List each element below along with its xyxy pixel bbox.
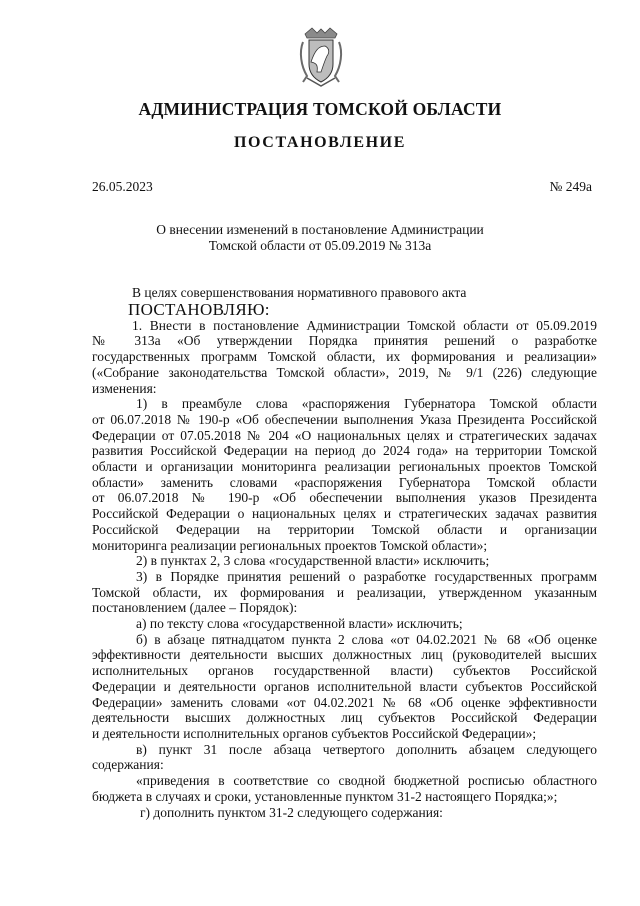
body-line: В целях совершенствования нормативного правового акта xyxy=(132,285,467,300)
body-line: области и организации мониторинга реализации региональных проектов Томской xyxy=(92,459,597,475)
document-date: 26.05.2023 xyxy=(92,179,153,194)
body-line: от 06.07.2018 № 190-р «Об обеспечении выполнения Указа Президента Российской xyxy=(92,411,597,427)
body-line: Российской Федерации о национальных целях и стратегических задачах развития xyxy=(92,506,597,522)
body-line: государственных программ Томской области, их формирования и реализации» xyxy=(92,349,597,365)
body-line: мониторинга реализации региональных проектов Томской области»; xyxy=(92,537,488,553)
body-line: Томской области, их формирования и реализации, утвержденном указанным xyxy=(92,584,597,600)
body-line: Федерации от 07.05.2018 № 204 «О национальных целях и стратегических задачах xyxy=(92,427,597,443)
organization-title: АДМИНИСТРАЦИЯ ТОМСКОЙ ОБЛАСТИ xyxy=(138,99,502,119)
resolution-word: ПОСТАНОВЛЯЮ: xyxy=(128,299,270,319)
body-line: г) дополнить пунктом 31-2 следующего содержания: xyxy=(140,804,443,820)
body-line: Федерации и деятельности органов исполнительной власти субъектов Российской xyxy=(92,678,597,694)
body-line: деятельности высших должностных лиц субъектов Российской Федерации xyxy=(92,710,597,726)
body-line: и деятельности исполнительных органов субъектов Российской Федерации»; xyxy=(92,725,537,741)
body-line: «приведения в соответствие со сводной бюджетной росписью областного xyxy=(136,773,597,789)
body-line: 3) в Порядке принятия решений о разработке государственных программ xyxy=(136,568,597,584)
body-line: эффективности деятельности высших должностных лиц (руководителей высших xyxy=(92,647,597,663)
body-line: 1. Внести в постановление Администрации Томской области от 05.09.2019 xyxy=(132,317,597,333)
body-line: изменения: xyxy=(92,380,157,396)
subject-line: О внесении изменений в постановление Администрации xyxy=(156,222,484,237)
body-line: 2) в пунктах 2, 3 слова «государственной власти» исключить; xyxy=(136,553,490,569)
body-line: бюджета в случаях и сроки, установленные пунктом 31-2 настоящего Порядка;»; xyxy=(92,788,558,804)
body-line: б) в абзаце пятнадцатом пункта 2 слова «от 04.02.2021 № 68 «Об оценке xyxy=(136,631,597,647)
body-line: в) пункт 31 после абзаца четвертого дополнить абзацем следующего xyxy=(136,741,597,757)
body-line: от 06.07.2018 № 190-р «Об обеспечении выполнения указов Президента xyxy=(92,490,597,506)
document-number: № 249а xyxy=(549,179,592,194)
body-line: Российской Федерации на территории Томской области и организации xyxy=(92,521,597,537)
document-subject xyxy=(0,222,640,254)
body-line: 1) в преамбуле слова «распоряжения Губернатора Томской области xyxy=(136,396,597,412)
body-line: Федерации» заменить словами «от 04.02.2021 № 68 «Об оценке эффективности xyxy=(92,694,597,710)
body-line: развития Российской Федерации на период до 2024 года» на территории Томской xyxy=(92,443,597,459)
subject-line: Томской области от 05.09.2019 № 313а xyxy=(208,238,432,253)
body-line: исполнительных органов государственной власти) субъектов Российской xyxy=(92,663,597,679)
body-line: содержания: xyxy=(92,757,164,773)
coat-of-arms-icon xyxy=(299,26,343,88)
body-line: области» заменить словами «распоряжения Губернатора Томской области xyxy=(92,474,597,490)
body-line: № 313а «Об утверждении Порядка принятия решений о разработке xyxy=(92,333,597,349)
body-line: постановлением (далее – Порядок): xyxy=(92,600,298,616)
body-line: («Собрание законодательства Томской области», 2019, № 9/1 (226) следующие xyxy=(92,364,597,380)
document-body xyxy=(92,285,597,820)
document-type: ПОСТАНОВЛЕНИЕ xyxy=(234,134,406,151)
body-line: а) по тексту слова «государственной власти» исключить; xyxy=(136,616,463,632)
